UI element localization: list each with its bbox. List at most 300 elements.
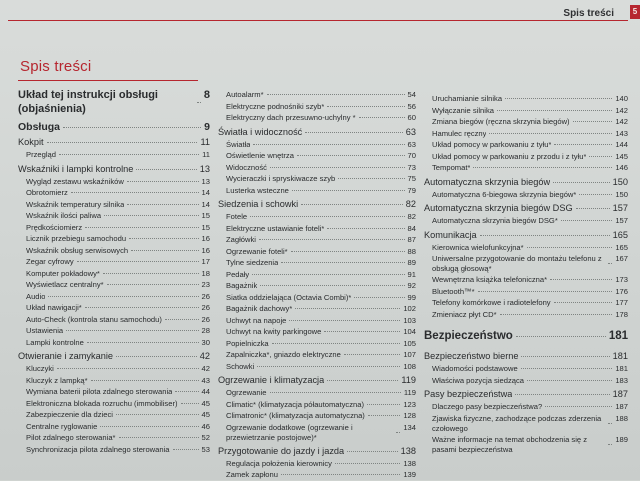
toc-entry bbox=[424, 363, 628, 375]
toc-page-number: 92 bbox=[407, 281, 416, 290]
toc-entry-title: Układ pomocy w parkowaniu z przodu i z tyłu* bbox=[432, 151, 587, 161]
toc-page-number: 123 bbox=[403, 399, 416, 409]
toc-entry bbox=[424, 128, 628, 140]
toc-entry-title: Wiadomości podstawowe bbox=[432, 364, 518, 373]
toc-page-number: 87 bbox=[407, 235, 416, 244]
dot-leader bbox=[119, 437, 199, 438]
toc-entry bbox=[218, 338, 416, 350]
toc-entry-title: Siedzenia i schowki bbox=[218, 199, 299, 209]
dot-leader bbox=[48, 296, 198, 297]
toc-entry-title: Pasy bezpieczeństwa bbox=[424, 389, 513, 399]
dot-leader bbox=[289, 320, 400, 321]
toc-section bbox=[424, 328, 628, 344]
toc-entry-title: Komunikacja bbox=[424, 229, 477, 240]
toc-entry bbox=[218, 387, 416, 399]
toc-entry-title: Przegląd bbox=[26, 150, 56, 159]
dot-leader bbox=[608, 263, 612, 264]
toc-entry bbox=[424, 286, 628, 298]
toc-entry bbox=[218, 211, 416, 223]
toc-page-number: 14 bbox=[201, 188, 210, 197]
toc-entry-title: Bluetooth™* bbox=[432, 286, 475, 296]
toc-page-number: 45 bbox=[201, 410, 210, 419]
toc-entry-title: Widoczność bbox=[226, 162, 267, 172]
toc-entry-title: Climatronic* (klimatyzacja automatyczna) bbox=[226, 411, 365, 420]
toc-page-number: 89 bbox=[407, 258, 416, 267]
toc-entry-title: Zjawiska fizyczne, zachodzące podczas zderzenia czołowego bbox=[432, 413, 602, 433]
toc-column-1 bbox=[18, 88, 210, 455]
dot-leader bbox=[297, 155, 405, 156]
toc-page-number: 181 bbox=[615, 364, 628, 373]
toc-entry bbox=[18, 256, 210, 268]
toc-page-number: 16 bbox=[201, 245, 210, 255]
dot-leader bbox=[301, 204, 403, 205]
toc-page-number: 75 bbox=[407, 174, 416, 183]
dot-leader bbox=[527, 380, 612, 381]
toc-entry-title: Pilot zdalnego sterowania* bbox=[26, 433, 116, 442]
toc-entry-title: Uruchamianie silnika bbox=[432, 94, 503, 103]
toc-entry bbox=[218, 280, 416, 292]
toc-page-number: 91 bbox=[407, 269, 416, 279]
toc-entry bbox=[424, 116, 628, 128]
dot-leader bbox=[259, 239, 405, 240]
dot-leader bbox=[478, 291, 613, 292]
toc-entry bbox=[218, 303, 416, 315]
toc-page-number: 13 bbox=[201, 176, 210, 186]
dot-leader bbox=[107, 284, 199, 285]
toc-page-number: 44 bbox=[201, 387, 210, 396]
toc-entry bbox=[218, 112, 416, 124]
toc-entry-title: Otwieranie i zamykanie bbox=[18, 351, 113, 361]
dot-leader bbox=[253, 144, 404, 145]
dot-leader bbox=[550, 279, 612, 280]
toc-page-number: 107 bbox=[403, 350, 416, 359]
toc-page-number: 84 bbox=[407, 223, 416, 233]
toc-page-number: 139 bbox=[403, 470, 416, 479]
toc-entry bbox=[218, 469, 416, 481]
toc-entry bbox=[18, 325, 210, 337]
toc-entry-title: Zmieniacz płyt CD* bbox=[432, 309, 497, 319]
dot-leader bbox=[344, 354, 401, 355]
toc-page-number: 82 bbox=[407, 212, 416, 221]
toc-entry bbox=[18, 398, 210, 410]
dot-leader bbox=[608, 444, 612, 445]
toc-column-3 bbox=[424, 93, 628, 455]
dot-leader bbox=[497, 110, 612, 111]
dot-leader bbox=[59, 154, 199, 155]
toc-page-number: 17 bbox=[201, 257, 210, 266]
toc-entry-title: Ogrzewanie foteli* bbox=[226, 246, 288, 256]
dot-leader bbox=[66, 330, 198, 331]
toc-page-number: 102 bbox=[403, 304, 416, 313]
dot-leader bbox=[85, 307, 199, 308]
dot-leader bbox=[175, 391, 198, 392]
toc-entry bbox=[18, 210, 210, 222]
dot-leader bbox=[281, 262, 404, 263]
toc-entry bbox=[18, 222, 210, 234]
toc-page-number: 146 bbox=[615, 163, 628, 172]
toc-entry-title: Elektryczne podnośniki szyb* bbox=[226, 101, 325, 111]
toc-entry-title: Ogrzewanie i klimatyzacja bbox=[218, 375, 325, 385]
toc-entry-title: Synchronizacja pilota zdalnego sterowania bbox=[26, 444, 170, 454]
toc-page-number: 188 bbox=[615, 413, 628, 423]
dot-leader bbox=[260, 285, 404, 286]
toc-entry-title: Układ tej instrukcji obsługi (objaśnienia) bbox=[18, 89, 158, 115]
toc-entry-title: Wygląd zestawu wskaźników bbox=[26, 176, 124, 186]
toc-entry bbox=[424, 375, 628, 387]
toc-column-2 bbox=[218, 89, 416, 481]
toc-section bbox=[18, 163, 210, 176]
toc-entry bbox=[218, 422, 416, 443]
dot-leader bbox=[295, 308, 400, 309]
toc-entry bbox=[424, 253, 628, 274]
toc-page-number: 187 bbox=[615, 402, 628, 411]
toc-entry-title: Obrotomierz bbox=[26, 188, 68, 197]
toc-page-number: 167 bbox=[615, 254, 628, 263]
toc-entry bbox=[18, 375, 210, 387]
toc-entry-title: Zapalniczka*, gniazdo elektryczne bbox=[226, 350, 341, 359]
toc-page-number: 189 bbox=[615, 434, 628, 444]
toc-entry bbox=[18, 363, 210, 375]
dot-leader bbox=[250, 216, 404, 217]
toc-entry bbox=[424, 139, 628, 151]
dot-leader bbox=[327, 380, 398, 381]
toc-entry-title: Wycieraczki i spryskiwacze szyb bbox=[226, 174, 336, 183]
dot-leader bbox=[527, 247, 613, 248]
toc-entry bbox=[218, 315, 416, 327]
toc-entry bbox=[424, 189, 628, 201]
toc-entry bbox=[424, 105, 628, 117]
dot-leader bbox=[91, 380, 199, 381]
dot-leader bbox=[197, 102, 201, 103]
toc-entry-title: Zamek zapłonu bbox=[226, 470, 278, 479]
toc-entry-title: Popielniczka bbox=[226, 338, 269, 348]
toc-section bbox=[218, 198, 416, 211]
dot-leader bbox=[554, 144, 612, 145]
toc-entry bbox=[18, 421, 210, 433]
dot-leader bbox=[173, 449, 199, 450]
toc-page-number: 15 bbox=[201, 211, 210, 220]
toc-entry bbox=[218, 292, 416, 304]
toc-page-number: 157 bbox=[612, 203, 628, 213]
toc-page-number: 178 bbox=[615, 309, 628, 319]
dot-leader bbox=[505, 98, 612, 99]
toc-entry bbox=[424, 413, 628, 434]
dot-leader bbox=[85, 227, 198, 228]
dot-leader bbox=[473, 167, 612, 168]
dot-leader bbox=[515, 394, 609, 395]
dot-leader bbox=[368, 415, 400, 416]
toc-entry bbox=[424, 401, 628, 413]
toc-page-number: 165 bbox=[615, 242, 628, 252]
toc-entry-title: Uchwyt na kwity parkingowe bbox=[226, 327, 322, 336]
dot-leader bbox=[63, 127, 201, 128]
dot-leader bbox=[396, 432, 400, 433]
toc-page-number: 52 bbox=[201, 433, 210, 442]
dot-leader bbox=[181, 403, 199, 404]
toc-entry bbox=[18, 409, 210, 421]
toc-page-number: 108 bbox=[403, 361, 416, 371]
toc-entry-title: Fotele bbox=[226, 212, 248, 221]
toc-entry bbox=[18, 302, 210, 314]
toc-page-number: 128 bbox=[403, 411, 416, 420]
title-rule bbox=[18, 80, 198, 81]
toc-entry bbox=[218, 269, 416, 281]
toc-entry-title: Uchwyt na napoje bbox=[226, 315, 287, 325]
dot-leader bbox=[270, 392, 401, 393]
toc-entry-title: Telefony komórkowe i radiotelefony bbox=[432, 298, 551, 307]
dot-leader bbox=[136, 169, 196, 170]
toc-page-number: 16 bbox=[201, 234, 210, 243]
toc-page-number: 140 bbox=[615, 94, 628, 103]
toc-page-number: 26 bbox=[201, 314, 210, 324]
dot-leader bbox=[305, 132, 403, 133]
toc-entry-title: Automatyczna skrzynia biegów bbox=[424, 176, 551, 187]
toc-page-number: 142 bbox=[615, 117, 628, 126]
toc-page-number: 15 bbox=[201, 222, 210, 232]
toc-entry-title: Autoalarm* bbox=[226, 90, 264, 99]
toc-section bbox=[218, 445, 416, 458]
toc-entry bbox=[18, 176, 210, 188]
dot-leader bbox=[116, 356, 197, 357]
toc-page-number: 104 bbox=[403, 327, 416, 336]
toc-page-number: 134 bbox=[403, 422, 416, 432]
dot-leader bbox=[127, 204, 198, 205]
toc-entry bbox=[424, 434, 628, 455]
dot-leader bbox=[347, 451, 398, 452]
toc-entry-title: Wewnętrzna książka telefoniczna* bbox=[432, 275, 548, 284]
toc-entry-title: Automatyczna skrzynia biegów DSG bbox=[424, 203, 573, 213]
toc-section bbox=[424, 202, 628, 215]
toc-section bbox=[424, 350, 628, 363]
toc-entry-title: Tylne siedzenia bbox=[226, 258, 279, 267]
toc-entry-title: Bagażnik bbox=[226, 281, 258, 290]
dot-leader bbox=[573, 121, 613, 122]
toc-page-number: 183 bbox=[615, 375, 628, 385]
dot-leader bbox=[116, 414, 199, 415]
dot-leader bbox=[87, 342, 199, 343]
toc-entry bbox=[424, 93, 628, 105]
toc-entry bbox=[18, 444, 210, 456]
dot-leader bbox=[608, 423, 612, 424]
toc-entry bbox=[218, 349, 416, 361]
toc-entry-title: Zagłówki bbox=[226, 235, 256, 244]
toc-entry-title: Regulacja położenia kierownicy bbox=[226, 458, 332, 468]
dot-leader bbox=[561, 220, 613, 221]
toc-page-number: 105 bbox=[403, 338, 416, 348]
toc-page-number: 42 bbox=[201, 364, 210, 373]
toc-page-number: 28 bbox=[201, 326, 210, 335]
toc-page-number: 176 bbox=[615, 286, 628, 296]
toc-entry-title: Bezpieczeństwo bbox=[424, 330, 513, 342]
toc-entry bbox=[18, 432, 210, 444]
toc-entry bbox=[424, 242, 628, 254]
toc-entry-title: Audio bbox=[26, 291, 46, 301]
dot-leader bbox=[354, 297, 404, 298]
dot-leader bbox=[327, 228, 404, 229]
toc-page-number: 46 bbox=[201, 421, 210, 431]
toc-entry-title: Kluczyki bbox=[26, 364, 54, 373]
toc-entry bbox=[218, 89, 416, 101]
toc-page-number: 63 bbox=[407, 139, 416, 149]
dot-leader bbox=[57, 368, 199, 369]
toc-page-number: 181 bbox=[612, 351, 628, 361]
dot-leader bbox=[100, 426, 198, 427]
dot-leader bbox=[489, 133, 612, 134]
toc-page-number: 103 bbox=[403, 315, 416, 325]
toc-entry-title: Wyświetlacz centralny* bbox=[26, 280, 104, 289]
toc-entry bbox=[218, 234, 416, 246]
toc-entry bbox=[18, 386, 210, 398]
toc-page-number: 43 bbox=[201, 375, 210, 385]
toc-entry-title: Zabezpieczenie dla dzieci bbox=[26, 410, 113, 419]
toc-entry bbox=[18, 187, 210, 199]
toc-page-number: 150 bbox=[615, 189, 628, 199]
dot-leader bbox=[292, 190, 405, 191]
toc-page-number: 119 bbox=[401, 375, 416, 385]
dot-leader bbox=[103, 273, 199, 274]
toc-entry bbox=[424, 309, 628, 321]
page-title: Spis treści bbox=[20, 58, 92, 75]
toc-entry bbox=[218, 246, 416, 258]
dot-leader bbox=[359, 117, 405, 118]
dot-leader bbox=[521, 368, 613, 369]
toc-entry-title: Właściwa pozycja siedząca bbox=[432, 375, 525, 385]
toc-entry bbox=[424, 215, 628, 227]
toc-entry-title: Ogrzewanie bbox=[226, 388, 267, 397]
toc-entry-title: Licznik przebiegu samochodu bbox=[26, 234, 127, 243]
toc-entry-title: Tempomat* bbox=[432, 163, 471, 172]
toc-entry-title: Ważne informacje na temat obchodzenia się z pasami bezpieczeństwa bbox=[432, 434, 588, 454]
dot-leader bbox=[131, 250, 198, 251]
toc-entry-title: Wymiana baterii pilota zdalnego sterowania bbox=[26, 387, 173, 396]
toc-page-number: 144 bbox=[615, 140, 628, 149]
toc-entry-title: Kluczyk z lampką* bbox=[26, 375, 88, 385]
toc-entry-title: Ogrzewanie dodatkowe (ogrzewanie i przewietrzanie postojowe)* bbox=[226, 422, 353, 442]
toc-entry bbox=[18, 314, 210, 326]
dot-leader bbox=[267, 94, 405, 95]
toc-entry-title: Climatic* (klimatyzacja półautomatyczna) bbox=[226, 399, 364, 409]
toc-entry-title: Lusterka wsteczne bbox=[226, 185, 289, 195]
toc-entry bbox=[218, 458, 416, 470]
toc-entry-title: Uniwersalne przygotowanie do montażu telefonu z obsługą głosową* bbox=[432, 254, 602, 273]
toc-page-number: 79 bbox=[407, 185, 416, 195]
toc-page-number: 14 bbox=[201, 199, 210, 209]
toc-page-number: 142 bbox=[615, 105, 628, 115]
toc-page-number: 63 bbox=[405, 126, 416, 137]
toc-entry bbox=[18, 199, 210, 211]
dot-leader bbox=[270, 167, 405, 168]
toc-page-number: 54 bbox=[407, 90, 416, 99]
dot-leader bbox=[291, 251, 405, 252]
toc-page-number: 177 bbox=[615, 298, 628, 307]
toc-entry-title: Wskaźnik ilości paliwa bbox=[26, 211, 102, 220]
toc-page-number: 42 bbox=[199, 351, 210, 361]
toc-entry-title: Siatka oddzielająca (Octavia Combi)* bbox=[226, 292, 352, 302]
toc-page-number: 26 bbox=[201, 303, 210, 312]
dot-leader bbox=[281, 474, 400, 475]
dot-leader bbox=[71, 192, 199, 193]
toc-entry-title: Pedały bbox=[226, 269, 250, 279]
dot-leader bbox=[324, 331, 400, 332]
dot-leader bbox=[272, 343, 401, 344]
toc-entry-title: Zegar cyfrowy bbox=[26, 257, 74, 266]
toc-page-number: 138 bbox=[403, 458, 416, 468]
toc-page-number: 181 bbox=[608, 330, 628, 342]
toc-entry-title: Kokpit bbox=[18, 137, 44, 147]
toc-page-number: 70 bbox=[407, 151, 416, 160]
toc-entry bbox=[218, 150, 416, 162]
toc-page-number: 150 bbox=[612, 176, 628, 187]
toc-page-number: 119 bbox=[403, 388, 416, 397]
toc-entry-title: Prędkościomierz bbox=[26, 222, 83, 232]
dot-leader bbox=[252, 274, 404, 275]
toc-section bbox=[18, 350, 210, 363]
toc-page-number: 53 bbox=[201, 444, 210, 454]
toc-entry-title: Automatyczna skrzynia biegów DSG* bbox=[432, 216, 558, 225]
toc-entry-title: Elektroniczna blokada rozruchu (immobiliser) bbox=[26, 398, 178, 408]
toc-section bbox=[18, 88, 210, 116]
toc-entry-title: Obsługa bbox=[18, 121, 61, 133]
edge-tab: 5 bbox=[630, 5, 640, 19]
dot-leader bbox=[516, 336, 606, 337]
toc-entry-title: Wyłączanie silnika bbox=[432, 105, 494, 115]
dot-leader bbox=[500, 314, 613, 315]
toc-page-number: 138 bbox=[400, 445, 416, 456]
toc-entry bbox=[218, 326, 416, 338]
dot-leader bbox=[338, 178, 404, 179]
running-header: Spis treści bbox=[563, 8, 614, 19]
toc-entry bbox=[18, 279, 210, 291]
toc-entry bbox=[218, 410, 416, 422]
dot-leader bbox=[335, 463, 400, 464]
toc-entry bbox=[424, 274, 628, 286]
dot-leader bbox=[77, 261, 199, 262]
toc-page-number: 73 bbox=[407, 162, 416, 172]
toc-section bbox=[424, 388, 628, 401]
dot-leader bbox=[579, 194, 612, 195]
toc-entry-title: Automatyczna 6-biegowa skrzynia biegów* bbox=[432, 189, 577, 199]
toc-entry bbox=[18, 233, 210, 245]
dot-leader bbox=[327, 106, 404, 107]
toc-page-number: 30 bbox=[201, 337, 210, 347]
dot-leader bbox=[576, 208, 610, 209]
toc-entry bbox=[18, 268, 210, 280]
toc-entry bbox=[218, 223, 416, 235]
toc-entry-title: Elektryczny dach przesuwno-uchylny * bbox=[226, 113, 356, 122]
toc-entry-title: Bezpieczeństwo bierne bbox=[424, 351, 519, 361]
toc-entry-title: Wskaźnik obsług serwisowych bbox=[26, 245, 129, 255]
toc-section bbox=[18, 136, 210, 149]
toc-entry-title: Wskaźniki i lampki kontrolne bbox=[18, 163, 134, 174]
toc-section bbox=[218, 126, 416, 139]
toc-entry bbox=[218, 162, 416, 174]
toc-entry-title: Przygotowanie do jazdy i jazda bbox=[218, 445, 345, 456]
toc-page-number: 45 bbox=[201, 398, 210, 408]
dot-leader bbox=[545, 406, 612, 407]
dot-leader bbox=[480, 235, 610, 236]
toc-page-number: 11 bbox=[202, 150, 210, 159]
toc-page-number: 26 bbox=[201, 291, 210, 301]
toc-page-number: 145 bbox=[615, 151, 628, 161]
dot-leader bbox=[129, 238, 199, 239]
toc-section bbox=[424, 176, 628, 189]
toc-entry bbox=[18, 245, 210, 257]
toc-entry bbox=[218, 257, 416, 269]
dot-leader bbox=[47, 142, 198, 143]
toc-page-number: 187 bbox=[612, 389, 628, 399]
toc-entry bbox=[424, 162, 628, 174]
toc-section bbox=[424, 229, 628, 242]
